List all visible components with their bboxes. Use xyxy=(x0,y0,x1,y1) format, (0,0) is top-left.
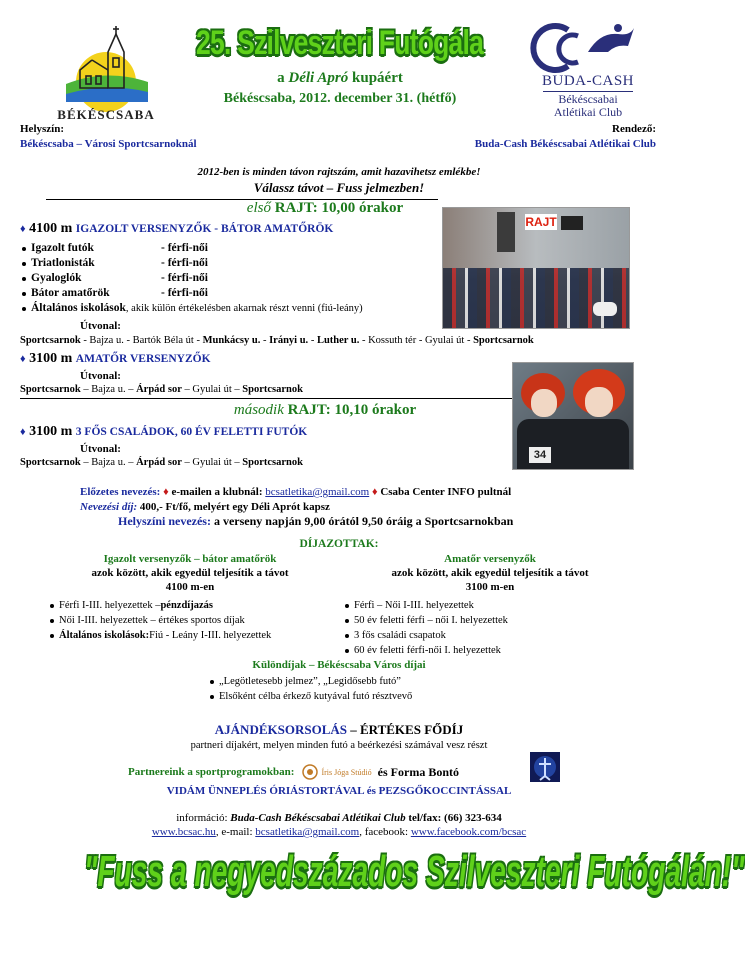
venue-value: Békéscsaba – Városi Sportcsarnoknál xyxy=(20,138,197,150)
lotus-icon xyxy=(302,764,318,780)
bekescsaba-logo xyxy=(56,22,156,122)
route-segment: Sportcsarnok xyxy=(20,335,81,346)
list-item: Általános iskolások , akik külön értékelésben akarnak részt venni (fiú-leány) xyxy=(22,301,442,316)
list-item: 60 év feletti férfi-női I. helyezettek xyxy=(345,643,645,658)
route-segment: – Bajza u. – xyxy=(80,457,137,468)
buda-cash-logo xyxy=(538,22,638,119)
start2-heading: második RAJT: 10,10 órakor xyxy=(233,402,417,418)
club-name-line3: Atlétikai Club xyxy=(553,105,623,119)
runner-icon xyxy=(538,22,638,70)
entry-fee: Nevezési díj: 400,- Ft/fő, melyért egy Déli Aprót kapsz xyxy=(80,501,330,513)
start1-heading: első RAJT: 10,00 órakor xyxy=(246,200,404,216)
diamond-icon: ♦ xyxy=(371,486,378,498)
diamond-icon: ♦ xyxy=(20,223,26,235)
city-name: BÉKÉSCSABA xyxy=(57,107,155,122)
route-segment: Sportcsarnok xyxy=(20,457,81,468)
iris-yoga-logo: Íris Jóga Stúdió xyxy=(302,764,371,780)
partners-line: Partnereink a sportprogramokban: Íris Jóga Stúdió és Forma Bontó xyxy=(128,764,459,779)
diamond-icon: ♦ xyxy=(20,426,26,438)
route-segment: Sportcsarnok xyxy=(242,457,303,468)
race2-route xyxy=(20,384,303,395)
diamond-icon: ♦ xyxy=(163,486,169,498)
race1-list xyxy=(22,241,442,316)
route-segment: – Bajza u. – xyxy=(80,384,137,395)
bib-number: 34 xyxy=(529,447,551,463)
contact-line1: információ: Buda-Cash Békéscsabai Atlétikai Club tel/fax: (66) 323-634 xyxy=(176,812,502,824)
lottery-text: partneri díjakért, melyen minden futó a beérkezési számával vesz részt xyxy=(190,740,488,751)
divider xyxy=(20,398,512,399)
list-item: Igazolt futók - férfi-női xyxy=(22,241,442,256)
facebook-link[interactable]: www.facebook.com/bcsac xyxy=(410,826,527,838)
website-link[interactable]: www.bcsac.hu xyxy=(151,826,216,838)
race1-route-label: Útvonal: xyxy=(80,320,121,332)
race-start-photo xyxy=(442,207,630,329)
church-icon xyxy=(56,22,156,102)
intro-line2: Válassz távot – Fuss jelmezben! xyxy=(253,180,425,195)
list-item: Triatlonisták - férfi-női xyxy=(22,256,442,271)
onsite-registration: Helyszíni nevezés: a verseny napján 9,00 órától 9,50 óráig a Sportcsarnokban xyxy=(118,514,514,528)
organizer-label: Rendező: xyxy=(612,123,656,135)
awards-left-list xyxy=(50,598,350,643)
email-link[interactable]: bcsatletika@gmail.com xyxy=(255,826,360,838)
awards-left-header: Igazolt versenyzők – bátor amatőrök azok között, akik egyedül teljesítik a távot 4100 m-en xyxy=(91,553,289,593)
list-item: Elsőként célba érkező kutyával futó résztvevő xyxy=(210,689,510,704)
costume-runners-photo xyxy=(512,362,634,470)
figure-icon xyxy=(530,752,560,782)
route-segment: – Gyulai út – xyxy=(181,384,243,395)
event-title: 25. Szilveszteri Futógála xyxy=(196,24,484,62)
route-segment: Árpád sor xyxy=(136,457,182,468)
list-item: Általános iskolások: Fiú - Leány I-III. helyezettek xyxy=(50,628,350,643)
list-item: Női I-III. helyezettek – értékes sportos díjak xyxy=(50,613,350,628)
special-awards-heading: Különdíjak – Békéscsaba Város díjai xyxy=(252,659,426,671)
route-segment: Sportcsarnok xyxy=(242,384,303,395)
organizer-value: Buda-Cash Békéscsabai Atlétikai Club xyxy=(474,138,656,150)
club-name-line1: BUDA-CASH xyxy=(541,73,634,89)
awards-right-list xyxy=(345,598,645,658)
route-segment: - xyxy=(260,335,270,346)
route-segment: Munkácsy u. xyxy=(202,335,261,346)
race2-route-label: Útvonal: xyxy=(80,370,121,382)
pre-registration: Előzetes nevezés: ♦ e-mailen a klubnál: bcsatletika@gmail.com ♦ Csaba Center INFO pultnál xyxy=(80,486,512,498)
route-segment: - Bajza u. - Bartók Béla út - xyxy=(80,335,203,346)
list-item: Gyaloglók - férfi-női xyxy=(22,271,442,286)
race2-heading: ♦ 3100 m AMATŐR VERSENYZŐK xyxy=(20,351,211,366)
rajt-banner: RAJT xyxy=(525,215,557,229)
race1-route xyxy=(20,335,534,346)
forma-bonto-logo xyxy=(530,752,560,782)
route-segment: Sportcsarnok xyxy=(473,335,534,346)
slogan: "Fuss a negyedszázados Szilveszteri Futógálán!" xyxy=(84,847,745,896)
route-segment: Sportcsarnok xyxy=(20,384,81,395)
list-item: „Legötletesebb jelmez”, „Legidősebb futó” xyxy=(210,674,510,689)
list-item: Bátor amatőrök - férfi-női xyxy=(22,286,442,301)
list-item: Férfi I-III. helyezettek – pénzdíjazás xyxy=(50,598,350,613)
list-item: 3 fős családi csapatok xyxy=(345,628,645,643)
route-segment: - xyxy=(308,335,317,346)
contact-line2: www.bcsac.hu, e-mail: bcsatletika@gmail.com, facebook: www.facebook.com/bcsac xyxy=(151,826,527,838)
race3-route xyxy=(20,457,303,468)
awards-right-header: Amatőr versenyzők azok között, akik egyedül teljesítik a távot 3100 m-en xyxy=(391,553,589,593)
race3-heading: ♦ 3100 m 3 FŐS CSALÁDOK, 60 ÉV FELETTI FUTÓK xyxy=(20,424,308,439)
list-item: Férfi – Női I-III. helyezettek xyxy=(345,598,645,613)
lottery-heading: AJÁNDÉKSORSOLÁS – ÉRTÉKES FŐDÍJ xyxy=(214,722,464,737)
special-awards-list xyxy=(210,674,510,704)
awards-heading: DÍJAZOTTAK: xyxy=(299,538,379,550)
intro-line1: 2012-ben is minden távon rajtszám, amit hazavihetsz emlékbe! xyxy=(197,166,481,178)
route-segment: Luther u. xyxy=(316,335,360,346)
event-date: Békéscsaba, 2012. december 31. (hétfő) xyxy=(223,91,457,106)
club-name-line2: Békéscsabai xyxy=(558,92,618,106)
route-segment: Árpád sor xyxy=(136,384,182,395)
diamond-icon: ♦ xyxy=(20,353,26,365)
route-segment: - Kossuth tér - Gyulai út - xyxy=(359,335,474,346)
race3-route-label: Útvonal: xyxy=(80,443,121,455)
route-segment: Irányi u. xyxy=(269,335,309,346)
route-segment: – Gyulai út – xyxy=(181,457,243,468)
race1-heading: ♦ 4100 m IGAZOLT VERSENYZŐK - BÁTOR AMATŐRÖK xyxy=(20,221,334,236)
event-subtitle: a Déli Apró kupáért xyxy=(277,70,403,86)
celebration-line: VIDÁM ÜNNEPLÉS ÓRIÁSTORTÁVAL és PEZSGŐKOCCINTÁSSAL xyxy=(166,785,512,797)
list-item: 50 év feletti férfi – női I. helyezettek xyxy=(345,613,645,628)
registration-email-link[interactable]: bcsatletika@gmail.com xyxy=(265,486,370,498)
venue-label: Helyszín: xyxy=(20,123,64,135)
